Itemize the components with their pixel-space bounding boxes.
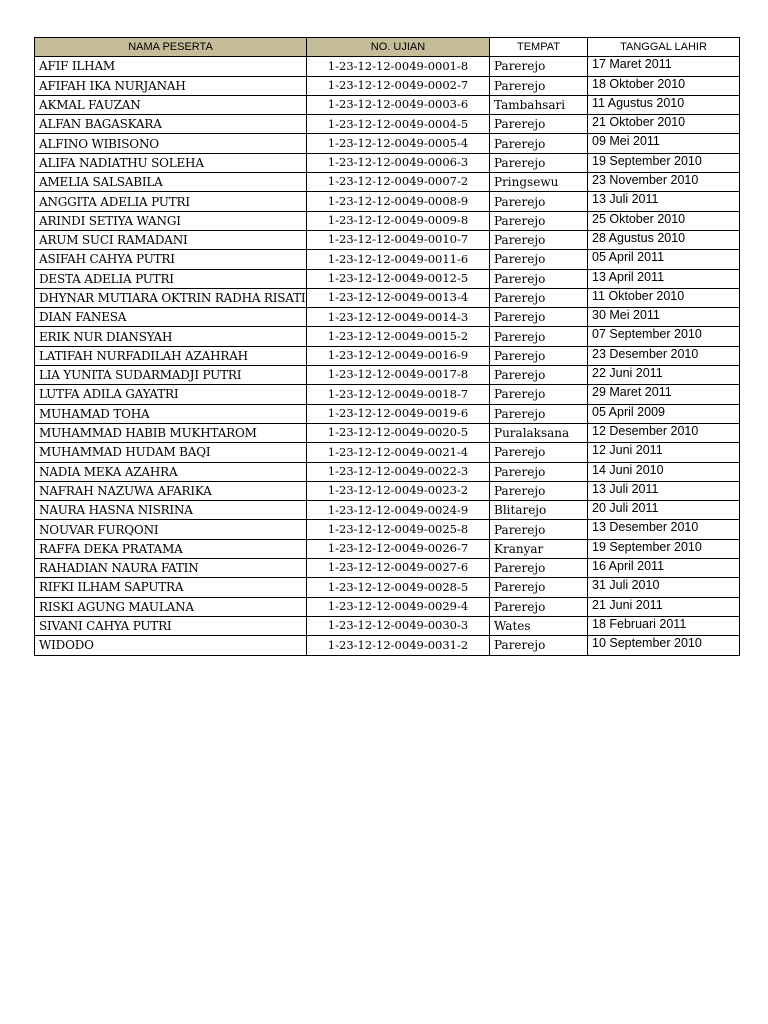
table-row (35, 423, 740, 442)
participant-name-cell: RAHADIAN NAURA FATIN (35, 559, 307, 578)
birthdate-cell: 17 Maret 2011 (588, 57, 740, 76)
birthplace-cell: Parerejo (490, 211, 588, 230)
exam-number-cell: 1-23-12-12-0049-0004-5 (307, 115, 490, 134)
participant-name-cell: ASIFAH CAHYA PUTRI (35, 250, 307, 269)
exam-number-cell: 1-23-12-12-0049-0007-2 (307, 173, 490, 192)
birthdate-cell: 14 Juni 2010 (588, 462, 740, 481)
birthdate-cell: 25 Oktober 2010 (588, 211, 740, 230)
table-row (35, 95, 740, 114)
birthplace-cell: Tambahsari (490, 95, 588, 114)
table-row (35, 636, 740, 655)
table-row (35, 404, 740, 423)
participant-table-container (34, 37, 740, 656)
birthplace-cell: Parerejo (490, 269, 588, 288)
participant-name-cell: RAFFA DEKA PRATAMA (35, 539, 307, 558)
table-row (35, 288, 740, 307)
birthplace-cell: Blitarejo (490, 501, 588, 520)
exam-number-cell: 1-23-12-12-0049-0017-8 (307, 366, 490, 385)
birthdate-cell: 31 Juli 2010 (588, 578, 740, 597)
table-row (35, 173, 740, 192)
birthdate-cell: 19 September 2010 (588, 153, 740, 172)
birthdate-cell: 23 Desember 2010 (588, 346, 740, 365)
header-no-ujian: NO. UJIAN (307, 38, 490, 57)
birthplace-cell: Kranyar (490, 539, 588, 558)
exam-number-cell: 1-23-12-12-0049-0026-7 (307, 539, 490, 558)
participant-name-cell: LUTFA ADILA GAYATRI (35, 385, 307, 404)
birthplace-cell: Parerejo (490, 134, 588, 153)
participant-name-cell: ARUM SUCI RAMADANI (35, 230, 307, 249)
table-row (35, 230, 740, 249)
table-row (35, 559, 740, 578)
participant-name-cell: LATIFAH NURFADILAH AZAHRAH (35, 346, 307, 365)
header-tanggal-lahir: TANGGAL LAHIR (588, 38, 740, 57)
birthplace-cell: Parerejo (490, 250, 588, 269)
exam-number-cell: 1-23-12-12-0049-0021-4 (307, 443, 490, 462)
exam-number-cell: 1-23-12-12-0049-0027-6 (307, 559, 490, 578)
participant-name-cell: NAFRAH NAZUWA AFARIKA (35, 481, 307, 500)
birthdate-cell: 07 September 2010 (588, 327, 740, 346)
birthplace-cell: Parerejo (490, 559, 588, 578)
birthplace-cell: Parerejo (490, 481, 588, 500)
participant-name-cell: RIFKI ILHAM SAPUTRA (35, 578, 307, 597)
participant-name-cell: AKMAL FAUZAN (35, 95, 307, 114)
table-row (35, 443, 740, 462)
birthplace-cell: Puralaksana (490, 423, 588, 442)
table-row (35, 501, 740, 520)
birthplace-cell: Parerejo (490, 153, 588, 172)
exam-number-cell: 1-23-12-12-0049-0014-3 (307, 308, 490, 327)
birthplace-cell: Parerejo (490, 192, 588, 211)
birthplace-cell: Parerejo (490, 76, 588, 95)
birthplace-cell: Pringsewu (490, 173, 588, 192)
birthdate-cell: 13 Desember 2010 (588, 520, 740, 539)
birthdate-cell: 21 Oktober 2010 (588, 115, 740, 134)
birthplace-cell: Parerejo (490, 578, 588, 597)
birthplace-cell: Parerejo (490, 115, 588, 134)
table-row (35, 346, 740, 365)
table-row (35, 520, 740, 539)
birthdate-cell: 13 Juli 2011 (588, 192, 740, 211)
birthdate-cell: 13 April 2011 (588, 269, 740, 288)
participant-name-cell: MUHAMMAD HUDAM BAQI (35, 443, 307, 462)
exam-number-cell: 1-23-12-12-0049-0018-7 (307, 385, 490, 404)
birthplace-cell: Parerejo (490, 230, 588, 249)
table-row (35, 269, 740, 288)
table-row (35, 211, 740, 230)
participant-name-cell: MUHAMMAD HABIB MUKHTAROM (35, 423, 307, 442)
table-row (35, 250, 740, 269)
participant-name-cell: NOUVAR FURQONI (35, 520, 307, 539)
birthplace-cell: Parerejo (490, 443, 588, 462)
exam-number-cell: 1-23-12-12-0049-0015-2 (307, 327, 490, 346)
participant-name-cell: NAURA HASNA NISRINA (35, 501, 307, 520)
birthplace-cell: Parerejo (490, 308, 588, 327)
participant-name-cell: LIA YUNITA SUDARMADJI PUTRI (35, 366, 307, 385)
birthplace-cell: Parerejo (490, 346, 588, 365)
table-row (35, 153, 740, 172)
birthdate-cell: 05 April 2011 (588, 250, 740, 269)
birthdate-cell: 18 Februari 2011 (588, 616, 740, 635)
birthdate-cell: 29 Maret 2011 (588, 385, 740, 404)
birthplace-cell: Parerejo (490, 57, 588, 76)
birthdate-cell: 05 April 2009 (588, 404, 740, 423)
birthplace-cell: Parerejo (490, 597, 588, 616)
table-row (35, 616, 740, 635)
birthplace-cell: Parerejo (490, 385, 588, 404)
exam-number-cell: 1-23-12-12-0049-0019-6 (307, 404, 490, 423)
participant-name-cell: RISKI AGUNG MAULANA (35, 597, 307, 616)
participant-name-cell: AFIFAH IKA NURJANAH (35, 76, 307, 95)
birthdate-cell: 11 Agustus 2010 (588, 95, 740, 114)
participant-name-cell: DESTA ADELIA PUTRI (35, 269, 307, 288)
birthplace-cell: Parerejo (490, 404, 588, 423)
exam-number-cell: 1-23-12-12-0049-0023-2 (307, 481, 490, 500)
participant-name-cell: ARINDI SETIYA WANGI (35, 211, 307, 230)
exam-number-cell: 1-23-12-12-0049-0020-5 (307, 423, 490, 442)
participant-name-cell: ALFAN BAGASKARA (35, 115, 307, 134)
participant-name-cell: NADIA MEKA AZAHRA (35, 462, 307, 481)
exam-number-cell: 1-23-12-12-0049-0008-9 (307, 192, 490, 211)
participant-name-cell: MUHAMAD TOHA (35, 404, 307, 423)
exam-number-cell: 1-23-12-12-0049-0031-2 (307, 636, 490, 655)
participant-name-cell: AFIF ILHAM (35, 57, 307, 76)
birthplace-cell: Parerejo (490, 327, 588, 346)
exam-number-cell: 1-23-12-12-0049-0001-8 (307, 57, 490, 76)
table-header-row (35, 38, 740, 57)
birthdate-cell: 11 Oktober 2010 (588, 288, 740, 307)
header-tempat: TEMPAT (490, 38, 588, 57)
table-row (35, 308, 740, 327)
participant-name-cell: DIAN FANESA (35, 308, 307, 327)
birthdate-cell: 21 Juni 2011 (588, 597, 740, 616)
birthplace-cell: Parerejo (490, 520, 588, 539)
table-row (35, 462, 740, 481)
participant-name-cell: DHYNAR MUTIARA OKTRIN RADHA RISATI (35, 288, 307, 307)
exam-number-cell: 1-23-12-12-0049-0006-3 (307, 153, 490, 172)
exam-number-cell: 1-23-12-12-0049-0003-6 (307, 95, 490, 114)
birthdate-cell: 23 November 2010 (588, 173, 740, 192)
participant-name-cell: SIVANI CAHYA PUTRI (35, 616, 307, 635)
birthplace-cell: Parerejo (490, 636, 588, 655)
exam-number-cell: 1-23-12-12-0049-0005-4 (307, 134, 490, 153)
table-row (35, 57, 740, 76)
table-row (35, 327, 740, 346)
table-row (35, 134, 740, 153)
birthdate-cell: 30 Mei 2011 (588, 308, 740, 327)
birthplace-cell: Parerejo (490, 366, 588, 385)
birthdate-cell: 20 Juli 2011 (588, 501, 740, 520)
table-row (35, 366, 740, 385)
table-row (35, 578, 740, 597)
table-row (35, 192, 740, 211)
exam-number-cell: 1-23-12-12-0049-0022-3 (307, 462, 490, 481)
birthdate-cell: 22 Juni 2011 (588, 366, 740, 385)
exam-number-cell: 1-23-12-12-0049-0030-3 (307, 616, 490, 635)
table-row (35, 115, 740, 134)
exam-number-cell: 1-23-12-12-0049-0011-6 (307, 250, 490, 269)
table-row (35, 481, 740, 500)
participant-name-cell: WIDODO (35, 636, 307, 655)
birthdate-cell: 12 Juni 2011 (588, 443, 740, 462)
birthdate-cell: 13 Juli 2011 (588, 481, 740, 500)
exam-number-cell: 1-23-12-12-0049-0010-7 (307, 230, 490, 249)
exam-number-cell: 1-23-12-12-0049-0012-5 (307, 269, 490, 288)
participant-name-cell: AMELIA SALSABILA (35, 173, 307, 192)
birthdate-cell: 19 September 2010 (588, 539, 740, 558)
participant-name-cell: ERIK NUR DIANSYAH (35, 327, 307, 346)
birthdate-cell: 28 Agustus 2010 (588, 230, 740, 249)
exam-number-cell: 1-23-12-12-0049-0009-8 (307, 211, 490, 230)
header-nama-peserta: NAMA PESERTA (35, 38, 307, 57)
exam-number-cell: 1-23-12-12-0049-0002-7 (307, 76, 490, 95)
birthplace-cell: Wates (490, 616, 588, 635)
exam-number-cell: 1-23-12-12-0049-0028-5 (307, 578, 490, 597)
birthdate-cell: 09 Mei 2011 (588, 134, 740, 153)
table-row (35, 385, 740, 404)
table-row (35, 597, 740, 616)
birthdate-cell: 12 Desember 2010 (588, 423, 740, 442)
exam-number-cell: 1-23-12-12-0049-0016-9 (307, 346, 490, 365)
birthdate-cell: 10 September 2010 (588, 636, 740, 655)
exam-number-cell: 1-23-12-12-0049-0024-9 (307, 501, 490, 520)
birthplace-cell: Parerejo (490, 288, 588, 307)
birthplace-cell: Parerejo (490, 462, 588, 481)
birthdate-cell: 16 April 2011 (588, 559, 740, 578)
participant-name-cell: ALIFA NADIATHU SOLEHA (35, 153, 307, 172)
exam-number-cell: 1-23-12-12-0049-0013-4 (307, 288, 490, 307)
table-row (35, 76, 740, 95)
participant-name-cell: ANGGITA ADELIA PUTRI (35, 192, 307, 211)
table-body (35, 57, 740, 655)
exam-number-cell: 1-23-12-12-0049-0029-4 (307, 597, 490, 616)
birthdate-cell: 18 Oktober 2010 (588, 76, 740, 95)
table-row (35, 539, 740, 558)
participant-name-cell: ALFINO WIBISONO (35, 134, 307, 153)
exam-number-cell: 1-23-12-12-0049-0025-8 (307, 520, 490, 539)
participant-table (34, 37, 740, 656)
